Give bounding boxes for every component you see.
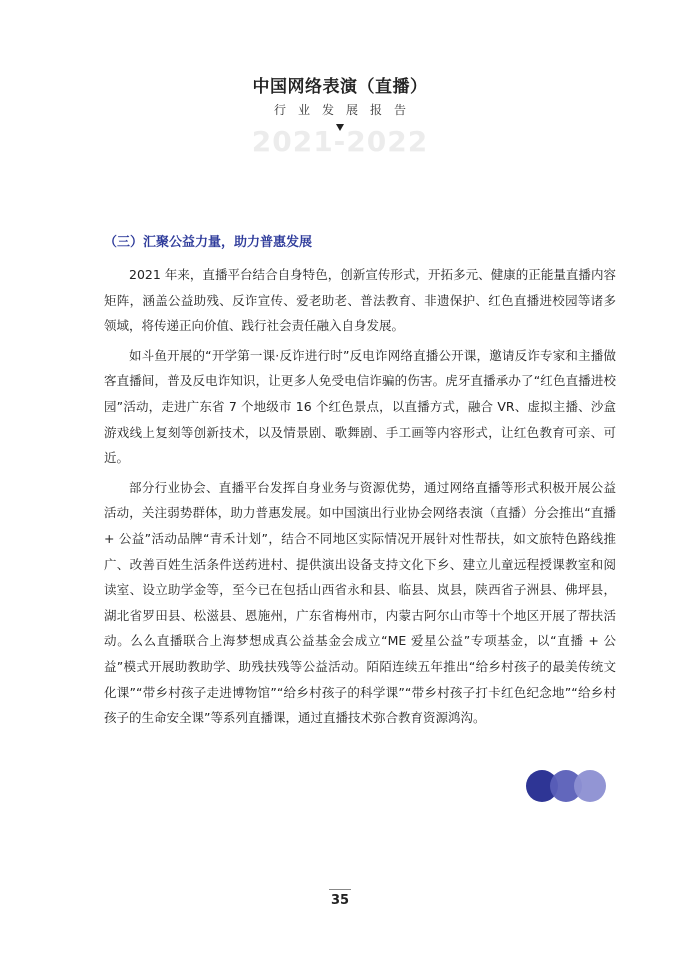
paragraph-3: 部分行业协会、直播平台发挥自身业务与资源优势，通过网络直播等形式积极开展公益活动，关注弱势群体，助力普惠发展。如中国演出行业协会网络表演（直播）分会推出“直播 + 公益”活动品牌“青禾计划”，结合不同地区实际情况开展针对性帮扶，如文旅特色路线推广、改善百姓生活条件送药进村、提供演出设备支持文化下乡、建立儿童远程授课教室和阅读室、设立助学金等，至今已在包括山西省永和县、临县、岚县，陕西省子洲县、佛坪县，湖北省罗田县、松滋县、恩施州，广东省梅州市，内蒙古阿尔山市等十个地区开展了帮扶活动。么么直播联合上海梦想成真公益基金会成立“ME 爱星公益”专项基金，以“直播 + 公益”模式开展助教助学、助残扶残等公益活动。陌陌连续五年推出“给乡村孩子的最美传统文化课”“带乡村孩子走进博物馆”“给乡村孩子的科学课”“带乡村孩子打卡红色纪念地”“给乡村孩子的生命安全课”等系列直播课，通过直播技术弥合教育资源鸿沟。: [104, 479, 616, 726]
paragraph-2: 如斗鱼开展的“开学第一课·反诈进行时”反电诈网络直播公开课，邀请反诈专家和主播做客直播间，普及反电诈知识，让更多人免受电信诈骗的伤害。虎牙直播承办了“红色直播进校园”活动，走进广东省 7 个地级市 16 个红色景点，以直播方式，融合 VR、虚拟主播、沙盒游戏线上复刻等创新技术，以及情景剧、歌舞剧、手工画等内容形式，让红色教育可亲、可近。: [104, 347, 616, 466]
footer-divider: [329, 889, 351, 890]
report-title: 中国网络表演（直播）: [252, 77, 428, 97]
paragraph-1: 2021 年来，直播平台结合自身特色，创新宣传形式，开拓多元、健康的正能量直播内容矩阵，涵盖公益助残、反诈宣传、爱老助老、普法教育、非遗保护、红色直播进校园等诸多领域，将传递正向价值、践行社会责任融入自身发展。: [104, 267, 616, 334]
decorative-circles: [526, 770, 606, 802]
report-subtitle: 行业发展报告: [273, 103, 418, 117]
main-content: [104, 232, 616, 735]
page-number: 35: [330, 893, 350, 908]
circle-light-icon: [574, 770, 606, 802]
section-heading: （三）汇聚公益力量，助力普惠发展: [104, 235, 313, 250]
report-header: [0, 76, 680, 157]
report-years-watermark: 2021-2022: [251, 125, 429, 158]
